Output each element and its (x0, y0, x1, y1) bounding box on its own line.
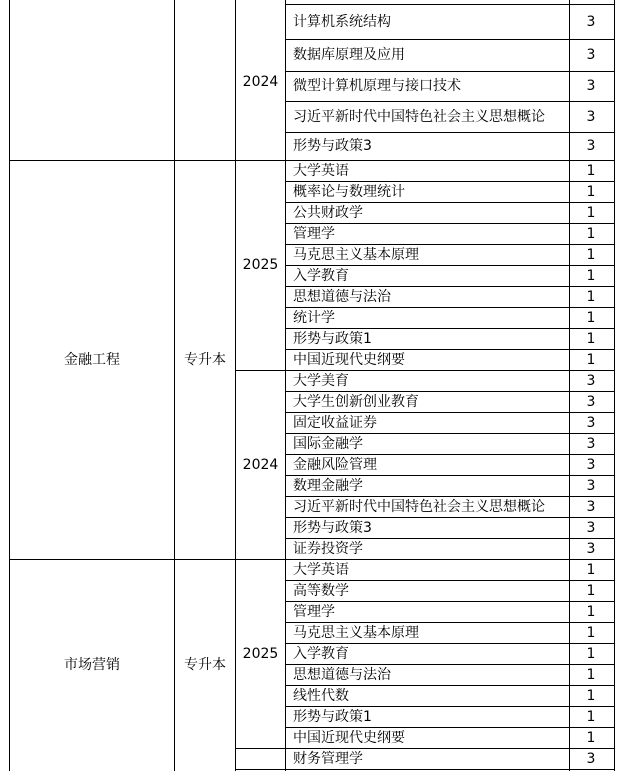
course-name: 形势与政策3 (293, 520, 372, 536)
course-name: 大学英语 (293, 163, 349, 179)
credit-value: 3 (586, 138, 596, 154)
year-cell: 2024 (242, 457, 279, 473)
credit-value: 3 (586, 394, 596, 410)
course-name: 金融风险管理 (293, 457, 377, 473)
credit-value: 1 (586, 163, 596, 179)
course-name: 数理金融学 (293, 478, 363, 494)
credit-value: 1 (586, 562, 596, 578)
course-name: 思想道德与法治 (293, 667, 391, 683)
credit-value: 3 (586, 499, 596, 515)
credit-value: 1 (586, 730, 596, 746)
credit-value: 1 (586, 289, 596, 305)
credit-value: 3 (586, 751, 596, 767)
course-name: 固定收益证券 (293, 415, 377, 431)
course-name: 习近平新时代中国特色社会主义思想概论 (293, 499, 545, 515)
credit-value: 1 (586, 646, 596, 662)
credit-value: 3 (586, 541, 596, 557)
column-border (9, 0, 10, 771)
credit-value: 1 (586, 205, 596, 221)
credit-value: 3 (586, 14, 596, 30)
row-border (285, 580, 615, 581)
course-name: 大学英语 (293, 562, 349, 578)
row-border (285, 601, 615, 602)
row-border (285, 4, 615, 5)
course-name: 中国近现代史纲要 (293, 352, 405, 368)
group-border (9, 160, 615, 161)
year-border (235, 370, 285, 371)
row-border (285, 622, 615, 623)
row-border (285, 223, 615, 224)
row-border (285, 517, 615, 518)
column-border (235, 0, 236, 771)
row-border (285, 727, 615, 728)
level-cell: 专升本 (184, 657, 226, 673)
column-border (614, 0, 615, 771)
credit-value: 3 (586, 520, 596, 536)
row-border (285, 412, 615, 413)
column-border (285, 0, 286, 771)
course-name: 统计学 (293, 310, 335, 326)
course-name: 线性代数 (293, 688, 349, 704)
row-border (285, 664, 615, 665)
credit-value: 1 (586, 310, 596, 326)
course-name: 计算机系统结构 (293, 14, 391, 30)
row-border (285, 454, 615, 455)
course-name: 管理学 (293, 226, 335, 242)
course-name: 国际金融学 (293, 436, 363, 452)
row-border (285, 706, 615, 707)
credit-value: 1 (586, 331, 596, 347)
row-border (285, 349, 615, 350)
course-name: 中国近现代史纲要 (293, 730, 405, 746)
row-border (285, 244, 615, 245)
row-border (285, 538, 615, 539)
row-border (285, 475, 615, 476)
row-border (285, 370, 615, 371)
credit-value: 3 (586, 78, 596, 94)
column-border (569, 0, 570, 771)
credit-value: 1 (586, 583, 596, 599)
row-border (285, 328, 615, 329)
row-border (285, 643, 615, 644)
course-name: 马克思主义基本原理 (293, 625, 419, 641)
row-border (285, 181, 615, 182)
course-name: 大学美育 (293, 373, 349, 389)
row-border (285, 685, 615, 686)
credit-value: 3 (586, 436, 596, 452)
course-name: 管理学 (293, 604, 335, 620)
column-border (174, 0, 175, 771)
credit-value: 3 (586, 457, 596, 473)
credit-value: 1 (586, 226, 596, 242)
row-border (285, 39, 615, 40)
row-border (285, 265, 615, 266)
course-name: 思想道德与法治 (293, 289, 391, 305)
row-border (285, 307, 615, 308)
credit-value: 3 (586, 109, 596, 125)
course-name: 马克思主义基本原理 (293, 247, 419, 263)
course-name: 习近平新时代中国特色社会主义思想概论 (293, 109, 545, 125)
credit-value: 3 (586, 373, 596, 389)
row-border (285, 769, 615, 770)
credit-value: 1 (586, 667, 596, 683)
major-cell: 金融工程 (64, 352, 120, 368)
row-border (285, 391, 615, 392)
major-cell: 市场营销 (64, 657, 120, 673)
course-name: 公共财政学 (293, 205, 363, 221)
course-name: 数据库原理及应用 (293, 47, 405, 63)
credit-value: 3 (586, 415, 596, 431)
course-name: 高等数学 (293, 583, 349, 599)
year-border (235, 769, 285, 770)
credit-value: 1 (586, 352, 596, 368)
credit-value: 1 (586, 604, 596, 620)
level-cell: 专升本 (184, 352, 226, 368)
course-name: 入学教育 (293, 268, 349, 284)
credit-value: 1 (586, 688, 596, 704)
credit-value: 1 (586, 184, 596, 200)
course-name: 概率论与数理统计 (293, 184, 405, 200)
row-border (285, 71, 615, 72)
course-name: 形势与政策1 (293, 709, 372, 725)
year-cell: 2025 (242, 646, 279, 662)
course-name: 财务管理学 (293, 751, 363, 767)
credit-value: 3 (586, 478, 596, 494)
course-name: 形势与政策1 (293, 331, 372, 347)
row-border (285, 286, 615, 287)
course-name: 证券投资学 (293, 541, 363, 557)
credit-value: 1 (586, 709, 596, 725)
credit-value: 1 (586, 247, 596, 263)
row-border (285, 132, 615, 133)
credit-value: 1 (586, 625, 596, 641)
credit-value: 1 (586, 268, 596, 284)
year-cell: 2025 (242, 257, 279, 273)
credit-value: 3 (586, 47, 596, 63)
course-name: 形势与政策3 (293, 138, 372, 154)
row-border (285, 433, 615, 434)
course-name: 入学教育 (293, 646, 349, 662)
course-name: 微型计算机原理与接口技术 (293, 78, 461, 94)
year-cell: 2024 (242, 74, 279, 90)
group-border (9, 559, 615, 560)
row-border (285, 748, 615, 749)
row-border (285, 496, 615, 497)
row-border (285, 202, 615, 203)
course-name: 大学生创新创业教育 (293, 394, 419, 410)
row-border (285, 101, 615, 102)
year-border (235, 748, 285, 749)
